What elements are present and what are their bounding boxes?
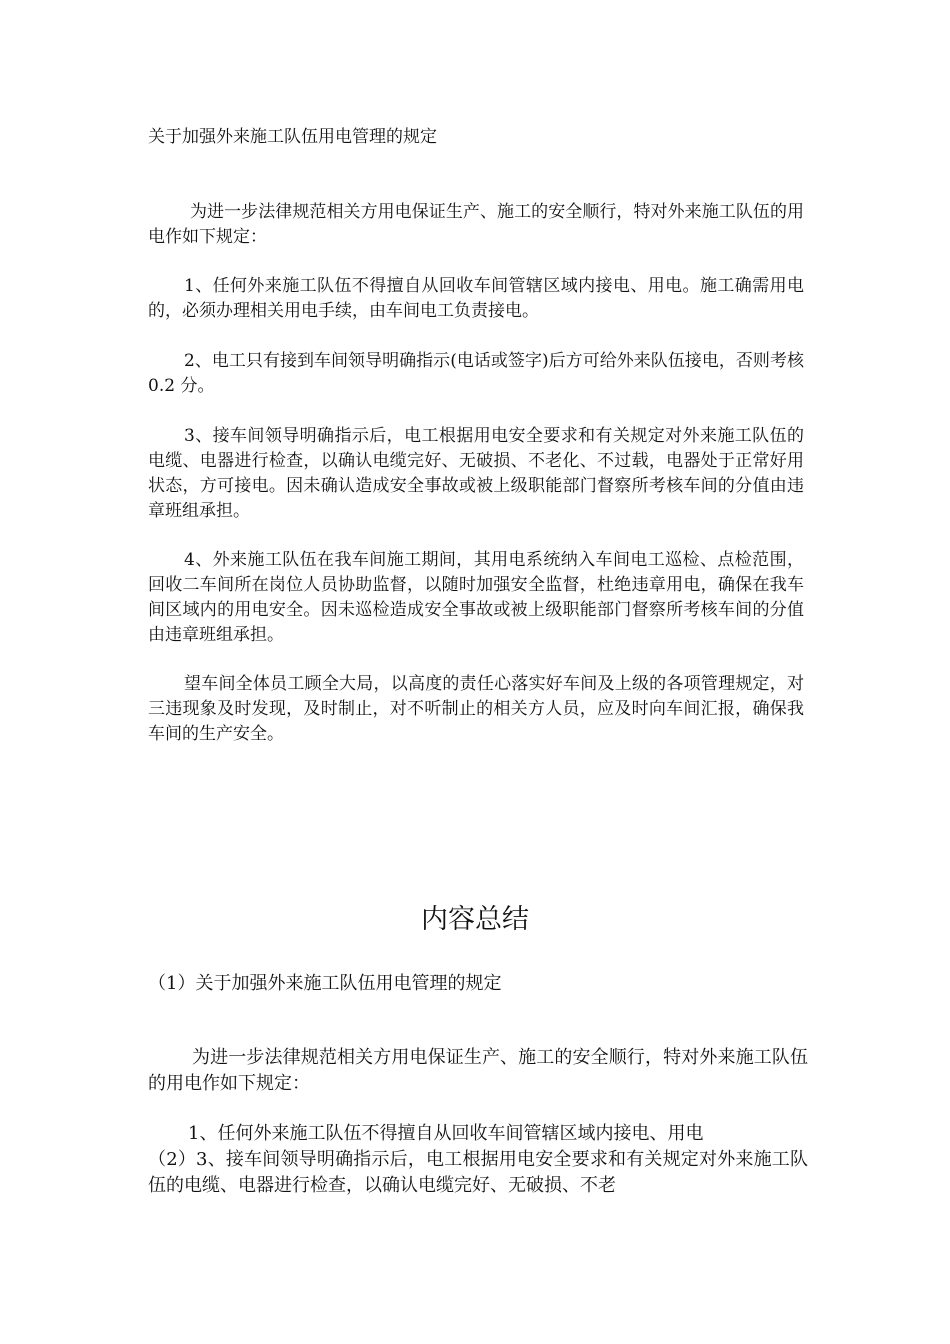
document-title: 关于加强外来施工队伍用电管理的规定: [148, 127, 437, 147]
summary-heading: 内容总结: [421, 904, 529, 935]
summary-item-1-title: （1）关于加强外来施工队伍用电管理的规定: [148, 973, 502, 994]
closing-paragraph: 望车间全体员工顾全大局，以高度的责任心落实好车间及上级的各项管理规定，对三违现象及时发现，及时制止，对不听制止的相关方人员，应及时向车间汇报，确保我车间的生产安全。: [148, 674, 804, 744]
summary-item-1-intro: 为进一步法律规范相关方用电保证生产、施工的安全顺行，特对外来施工队伍的用电作如下规定：: [148, 1047, 808, 1094]
rule-1-paragraph: 1、任何外来施工队伍不得擅自从回收车间管辖区域内接电、用电。施工确需用电的，必须办理相关用电手续，由车间电工负责接电。: [148, 276, 804, 321]
rule-3-paragraph: 3、接车间领导明确指示后，电工根据用电安全要求和有关规定对外来施工队伍的电缆、电器进行检查，以确认电缆完好、无破损、不老化、不过载，电器处于正常好用状态，方可接电。因未确认造成安全事故或被上级职能部门督察所考核车间的分值由违章班组承担。: [148, 426, 804, 521]
summary-item-1-point: 1、任何外来施工队伍不得擅自从回收车间管辖区域内接电、用电: [188, 1123, 704, 1144]
rule-2-paragraph: 2、电工只有接到车间领导明确指示(电话或签字)后方可给外来队伍接电，否则考核 0.2 分。: [148, 351, 804, 396]
rule-4-paragraph: 4、外来施工队伍在我车间施工期间，其用电系统纳入车间电工巡检、点检范围，回收二车间所在岗位人员协助监督，以随时加强安全监督，杜绝违章用电，确保在我车间区域内的用电安全。因未巡检造成安全事故或被上级职能部门督察所考核车间的分值由违章班组承担。: [148, 550, 804, 645]
intro-paragraph: 为进一步法律规范相关方用电保证生产、施工的安全顺行，特对外来施工队伍的用电作如下规定：: [148, 202, 804, 247]
summary-item-2-text: （2）3、接车间领导明确指示后，电工根据用电安全要求和有关规定对外来施工队伍的电缆、电器进行检查，以确认电缆完好、无破损、不老: [148, 1149, 808, 1196]
summary-points-block: [148, 1121, 808, 1199]
